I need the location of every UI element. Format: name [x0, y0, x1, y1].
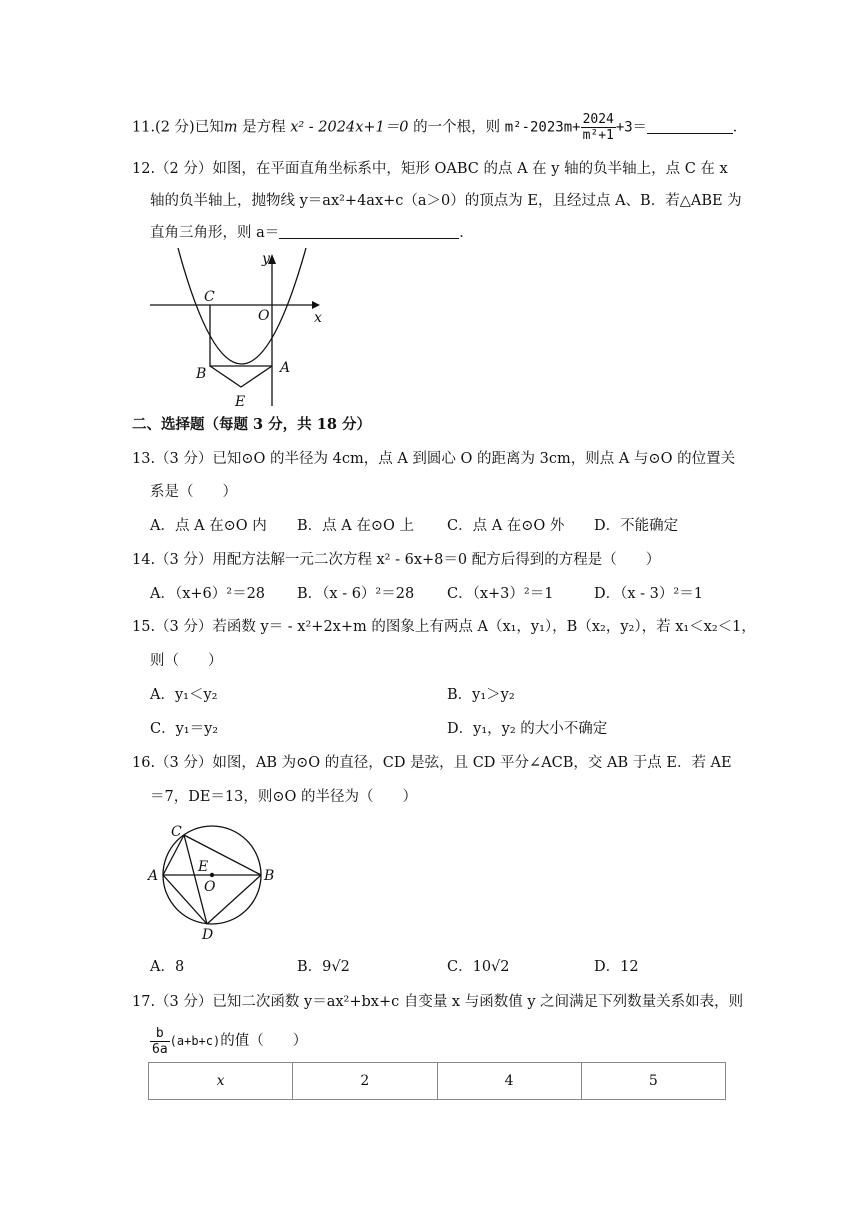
q11-prefix: 11.(2 分)已知 — [132, 119, 224, 136]
q16-option-c[interactable]: C．10√2 — [447, 959, 510, 975]
q17-fraction — [150, 1026, 170, 1057]
label-E: E — [235, 394, 246, 410]
label-y: y — [262, 251, 270, 267]
q12-line3-text: 直角三角形，则 a＝ — [150, 225, 280, 241]
q16-line2: ＝7，DE＝13，则⊙O 的半径为（ ） — [150, 789, 418, 805]
label-C: C — [204, 289, 215, 305]
q15-line2: 则（ ） — [150, 653, 223, 669]
q17-expression: (a+b+c) — [169, 1034, 221, 1048]
q11-answer-blank[interactable] — [647, 119, 733, 134]
q17-value-table — [148, 1062, 726, 1100]
q12-line2: 轴的负半轴上，抛物线 y＝ax²+4ax+c（a＞0）的顶点为 E，且经过点 A、B．若△ABE 为 — [150, 193, 742, 209]
question-11 — [132, 112, 747, 143]
q11-end: ． — [732, 119, 748, 136]
q11-equation: x² ‑ 2024x+1＝0 — [290, 119, 409, 136]
q11-mid1: 是方程 — [237, 119, 291, 136]
label-E: E — [198, 859, 209, 875]
q15-option-d[interactable]: D．y₁，y₂ 的大小不确定 — [447, 721, 608, 737]
table-cell: 5 — [581, 1063, 725, 1100]
q14-line1: 14.（3 分）用配方法解一元二次方程 x² ‑ 6x+8＝0 配方后得到的方程是（ ） — [132, 552, 661, 568]
q12-line1: 12.（2 分）如图，在平面直角坐标系中，矩形 OABC 的点 A 在 y 轴的负半轴上，点 C 在 x — [132, 161, 728, 177]
q15-line1: 15.（3 分）若函数 y＝ ‑ x²+2x+m 的图象上有两点 A（x₁，y₁），B（x₂，y₂），若 x₁＜x₂＜1， — [132, 619, 756, 635]
q16-option-a[interactable]: A．8 — [150, 959, 185, 975]
q11-fraction-num: 2024 — [582, 112, 614, 127]
label-C: C — [171, 824, 182, 840]
label-B: B — [196, 366, 207, 382]
label-A: A — [280, 360, 291, 376]
table-cell-x-header: x — [149, 1063, 293, 1100]
label-O: O — [204, 879, 216, 895]
q14-option-c[interactable]: C．（x+3）²＝1 — [447, 586, 554, 602]
chord-CB — [184, 835, 261, 875]
q11-expression-a: m²‑2023m+ — [504, 119, 581, 136]
chord-CA — [163, 835, 184, 875]
q13-option-c[interactable]: C．点 A 在⊙O 外 — [447, 518, 565, 534]
q12-parabola-figure — [140, 248, 340, 410]
q17-line1: 17.（3 分）已知二次函数 y＝ax²+bx+c 自变量 x 与函数值 y 之间满足下列数量关系如表，则 — [132, 994, 744, 1010]
q15-option-b[interactable]: B．y₁＞y₂ — [447, 687, 515, 703]
table-row — [149, 1063, 726, 1100]
q12-line3 — [150, 222, 474, 244]
label-A: A — [148, 868, 159, 884]
q12-answer-blank[interactable] — [279, 224, 459, 239]
q16-option-d[interactable]: D．12 — [594, 959, 639, 975]
q14-option-a[interactable]: A．（x+6）²＝28 — [150, 586, 266, 602]
q13-option-b[interactable]: B．点 A 在⊙O 上 — [297, 518, 414, 534]
q13-line2: 系是（ ） — [150, 484, 237, 500]
q12-line3-end: ． — [459, 225, 474, 241]
label-x: x — [314, 310, 322, 326]
q11-fraction — [581, 112, 616, 143]
q13-option-a[interactable]: A．点 A 在⊙O 内 — [150, 518, 267, 534]
x-axis-arrow — [312, 301, 320, 309]
q15-option-c[interactable]: C．y₁＝y₂ — [150, 721, 219, 737]
center-point — [210, 873, 214, 877]
label-O: O — [258, 308, 270, 324]
q11-mid2: 的一个根，则 — [408, 119, 505, 136]
q17-fraction-den: 6a — [152, 1041, 168, 1057]
q13-line1: 13.（3 分）已知⊙O 的半径为 4cm，点 A 到圆心 O 的距离为 3cm，则点 A 与⊙O 的位置关 — [132, 451, 736, 467]
q11-var-m: m — [223, 119, 238, 136]
q11-expression-b: +3＝ — [615, 119, 647, 136]
label-B: B — [264, 868, 275, 884]
q17-tail: 的值（ ） — [220, 1033, 308, 1049]
table-cell: 2 — [293, 1063, 437, 1100]
q14-option-d[interactable]: D．（x ‑ 3）²＝1 — [594, 586, 703, 602]
q16-option-b[interactable]: B．9√2 — [297, 959, 350, 975]
q15-option-a[interactable]: A．y₁＜y₂ — [150, 687, 218, 703]
q14-option-b[interactable]: B．（x ‑ 6）²＝28 — [297, 586, 415, 602]
label-D: D — [202, 927, 214, 943]
q16-circle-figure — [140, 818, 285, 946]
parabola — [178, 248, 306, 364]
q11-fraction-den: m²+1 — [582, 128, 614, 143]
section-2-heading: 二、选择题（每题 3 分，共 18 分） — [132, 416, 371, 433]
triangle-ABE — [210, 366, 272, 387]
q17-fraction-num: b — [150, 1026, 170, 1042]
table-cell: 4 — [437, 1063, 581, 1100]
q13-option-d[interactable]: D．不能确定 — [594, 518, 679, 534]
q17-line2 — [150, 1024, 307, 1058]
q16-line1: 16.（3 分）如图，AB 为⊙O 的直径，CD 是弦，且 CD 平分∠ACB，交 AB 于点 E．若 AE — [132, 755, 732, 771]
